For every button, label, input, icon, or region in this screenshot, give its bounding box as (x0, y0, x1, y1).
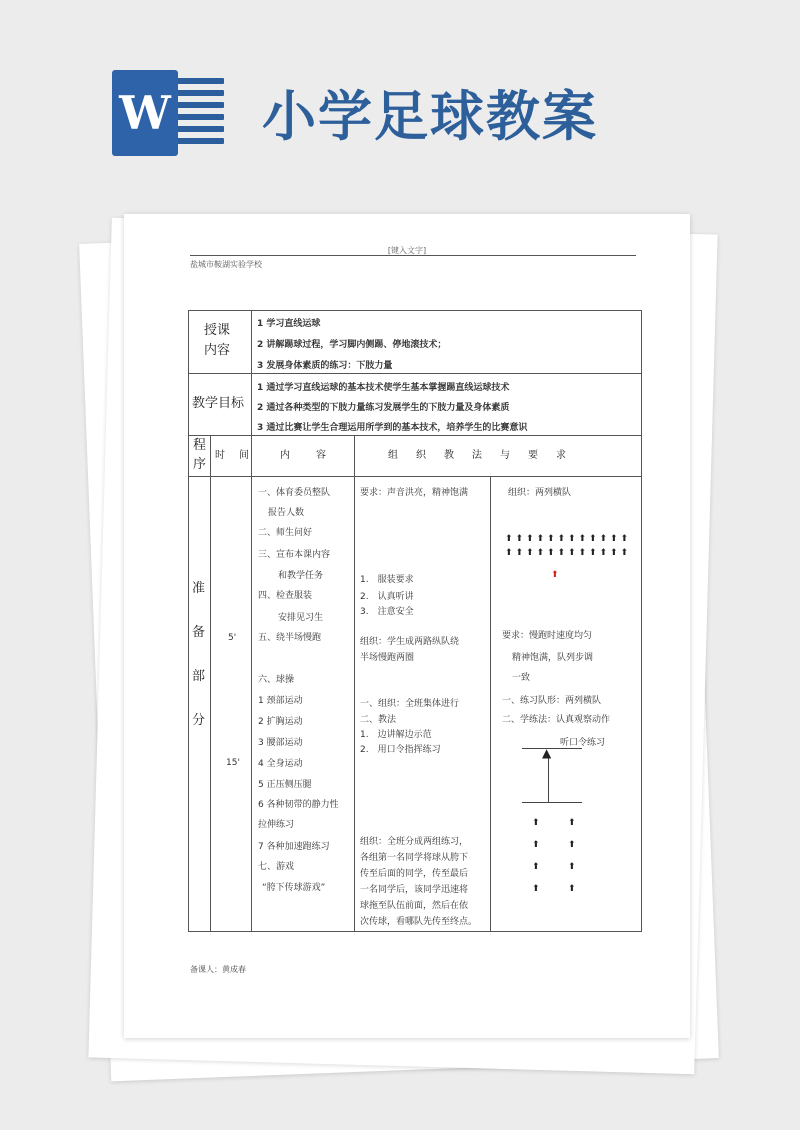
lesson-item: 1 学习直线运球 (257, 319, 321, 329)
word-logo-letter: W (112, 70, 178, 156)
content-line: 和教学任务 (278, 571, 324, 581)
student-arrow-icon: ⬆ (578, 534, 587, 544)
method-line: 1. 服装要求 (360, 575, 414, 585)
content-line: 三、宣布本课内容 (258, 550, 331, 560)
method-line: 二、教法 (360, 715, 397, 725)
student-arrow-icon: ⬆ (526, 548, 534, 558)
diagram-line: 二、学练法：认真观察动作 (502, 715, 611, 725)
content-line: 5 正压侧压腿 (258, 780, 312, 790)
direction-shaft (548, 758, 549, 802)
content-line: 拉伸练习 (258, 820, 295, 830)
content-line: “胯下传球游戏” (262, 883, 326, 893)
student-arrow-icon: ⬆ (610, 534, 618, 544)
student-arrow-icon: ⬆ (536, 548, 545, 558)
document-page (124, 214, 690, 1038)
student-arrow-icon: ⬆ (536, 534, 545, 544)
header-proc-1: 程 (193, 438, 207, 453)
content-line: 五、绕半场慢跑 (258, 633, 322, 643)
content-line: 3 腰部运动 (258, 738, 303, 748)
header-content: 内 容 (280, 450, 328, 461)
student-arrow-icon: ⬆ (568, 862, 576, 872)
content-line: 2 扩胸运动 (258, 717, 303, 727)
student-arrow-icon: ⬆ (532, 840, 540, 850)
method-line: 要求：声音洪亮，精神饱满 (360, 488, 469, 498)
student-arrow-icon: ⬆ (515, 534, 524, 544)
header-proc-2: 序 (193, 457, 207, 472)
section-char: 部 (192, 669, 206, 684)
goal-item: 2 通过各种类型的下肢力量练习发展学生的下肢力量及身体素质 (257, 403, 510, 413)
student-arrow-icon: ⬆ (526, 534, 534, 544)
student-arrow-icon: ⬆ (568, 534, 576, 544)
method-line: 组织：学生成两路纵队绕 (360, 637, 460, 647)
header-time: 时 间 (215, 450, 251, 461)
teacher-arrow-icon: ⬆ (551, 570, 559, 580)
school-name: 盐城市鞍湖实验学校 (190, 260, 262, 269)
diagram-line: 组织：两列横队 (508, 488, 572, 498)
diagram-line: 听口令练习 (560, 738, 606, 748)
method-line: 组织：全班分成两组练习， (360, 837, 469, 847)
lesson-item: 3 发展身体素质的练习：下肢力量 (257, 361, 393, 371)
footer-author: 备课人：黄成春 (190, 965, 246, 974)
time-value: 15' (226, 758, 240, 768)
content-line: 1 颈部运动 (258, 696, 303, 706)
section-char: 备 (192, 625, 206, 640)
section-char: 准 (192, 581, 206, 596)
header-method: 组 织 教 法 与 要 求 (388, 450, 570, 461)
diagram-line: 一致 (512, 673, 531, 683)
method-line: 一名同学后，该同学迅速将 (360, 885, 469, 895)
doc-title: 小学足球教案 (262, 85, 598, 148)
lesson-item: 2 讲解踢球过程，学习脚内侧踢、停地滚技术； (257, 340, 447, 350)
word-logo-icon (112, 70, 224, 156)
diagram-line: 一、练习队形：两列横队 (502, 696, 602, 706)
student-arrow-icon: ⬆ (532, 884, 540, 894)
student-arrow-icon: ⬆ (620, 534, 629, 544)
student-arrow-icon: ⬆ (568, 818, 576, 828)
student-arrow-icon: ⬆ (599, 548, 608, 558)
diagram-line: 要求：慢跑时速度均匀 (502, 631, 593, 641)
method-line: 3. 注意安全 (360, 607, 414, 617)
content-line: 二、师生问好 (258, 528, 313, 538)
header-rule (190, 255, 636, 256)
diagram-line: 精神饱满，队列步调 (512, 653, 594, 663)
content-line: 安排见习生 (278, 613, 324, 623)
section-cell (188, 476, 211, 932)
goal-item: 1 通过学习直线运球的基本技术使学生基本掌握踢直线运球技术 (257, 383, 510, 393)
lesson-label-1: 授课 (204, 323, 231, 338)
method-line: 次传球，看哪队先传至终点。 (360, 917, 478, 927)
student-arrow-icon: ⬆ (610, 548, 618, 558)
student-arrow-icon: ⬆ (557, 548, 566, 558)
student-arrow-icon: ⬆ (532, 818, 540, 828)
method-line: 一、组织：全班集体进行 (360, 699, 460, 709)
content-line: 一、体育委员整队 (258, 488, 331, 498)
student-arrow-icon: ⬆ (599, 534, 608, 544)
goals-label: 教学目标 (192, 396, 245, 411)
arrow-up-icon: ▲ (542, 746, 552, 760)
content-line: 6 各种韧带的静力性 (258, 800, 339, 810)
student-arrow-icon: ⬆ (547, 534, 555, 544)
goal-item: 3 通过比赛让学生合理运用所学到的基本技术，培养学生的比赛意识 (257, 423, 528, 433)
student-arrow-icon: ⬆ (568, 548, 576, 558)
student-arrow-icon: ⬆ (505, 534, 513, 544)
time-value: 5' (228, 633, 237, 643)
start-line (522, 802, 582, 803)
student-arrow-icon: ⬆ (589, 548, 597, 558)
content-line: 报告人数 (268, 508, 305, 518)
lesson-label-2: 内容 (204, 343, 231, 358)
student-arrow-icon: ⬆ (568, 840, 576, 850)
student-arrow-icon: ⬆ (515, 548, 524, 558)
student-arrow-icon: ⬆ (532, 862, 540, 872)
student-arrow-icon: ⬆ (620, 548, 629, 558)
method-line: 传至后面的同学，传至最后 (360, 869, 469, 879)
student-arrow-icon: ⬆ (578, 548, 587, 558)
content-line: 六、球操 (258, 675, 295, 685)
student-arrow-icon: ⬆ (589, 534, 597, 544)
method-line: 1. 边讲解边示范 (360, 730, 432, 740)
student-arrow-icon: ⬆ (568, 884, 576, 894)
student-arrow-icon: ⬆ (505, 548, 513, 558)
student-arrow-icon: ⬆ (557, 534, 566, 544)
section-char: 分 (192, 713, 206, 728)
content-line: 七、游戏 (258, 862, 295, 872)
student-arrow-icon: ⬆ (547, 548, 555, 558)
method-line: 2. 认真听讲 (360, 592, 414, 602)
content-line: 四、检查服装 (258, 591, 313, 601)
method-line: 各组第一名同学将球从胯下 (360, 853, 469, 863)
method-line: 2. 用口令指挥练习 (360, 745, 441, 755)
method-line: 球拖至队伍前面，然后在依 (360, 901, 469, 911)
top-line (522, 748, 582, 749)
header-label: [键入文字] (387, 246, 427, 255)
method-line: 半场慢跑两圈 (360, 653, 415, 663)
time-cell (210, 476, 252, 932)
content-line: 4 全身运动 (258, 759, 303, 769)
content-line: 7 各种加速跑练习 (258, 842, 330, 852)
